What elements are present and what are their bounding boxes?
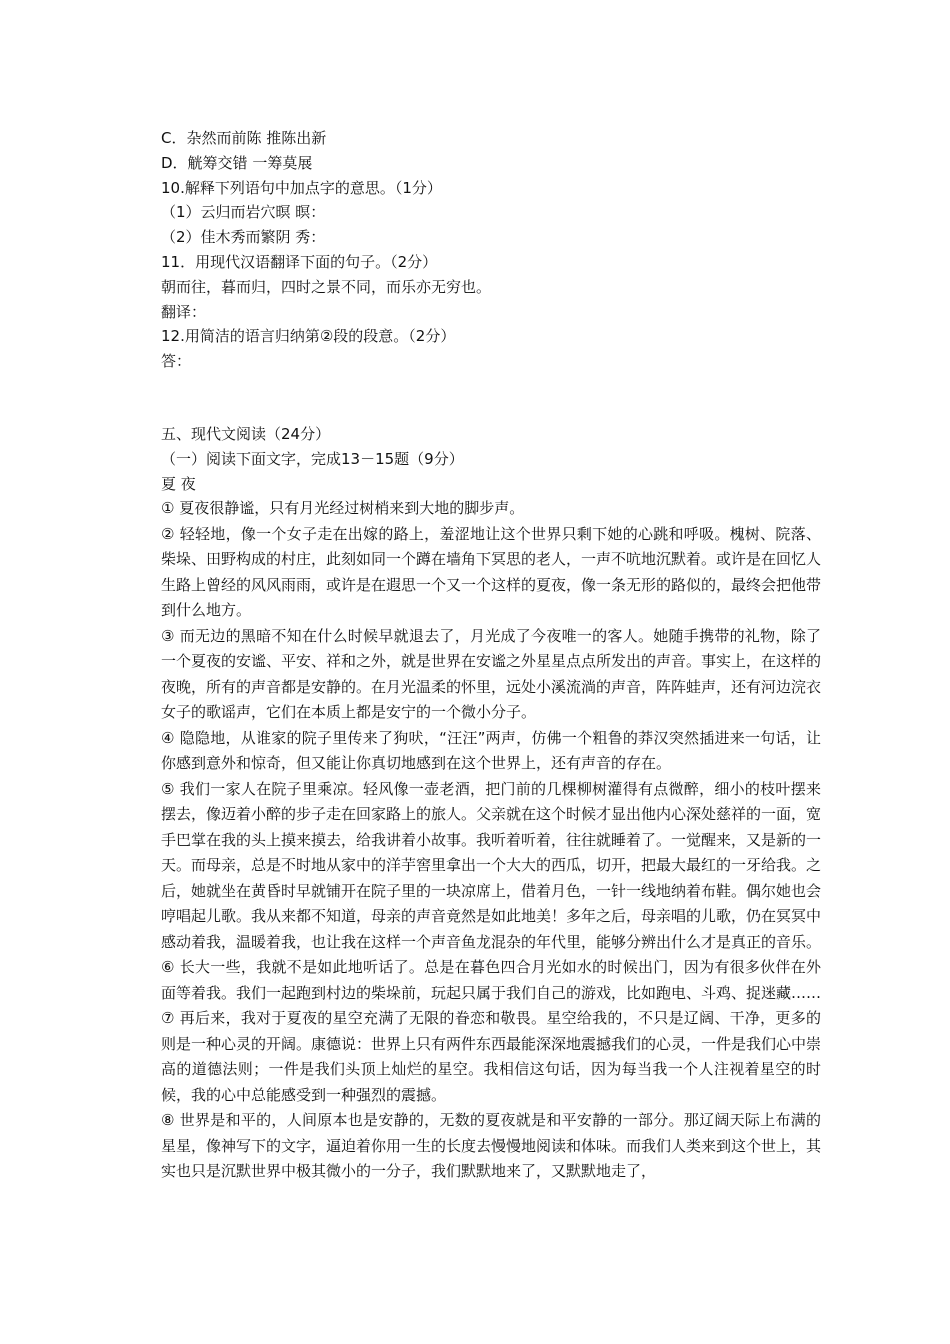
question-10-item-2: （2）佳木秀而繁阴 秀： (161, 228, 326, 247)
essay-title: 夏 夜 (161, 474, 196, 493)
option-c: C．杂然而前陈 推陈出新 (161, 129, 327, 147)
document-body (161, 126, 821, 1185)
essay-paragraph-2: ② 轻轻地，像一个女子走在出嫁的路上，羞涩地让这个世界只剩下她的心跳和呼吸。槐树、院落、柴垛、田野构成的村庄，此刻如同一个蹲在墙角下冥思的老人，一声不吭地沉默着。或许是在回忆人生路上曾经的风风雨雨，或许是在遐思一个又一个这样的夏夜，像一条无形的路似的，最终会把他带到什么地方。 (161, 524, 822, 620)
essay-paragraph-7: ⑦ 再后来，我对于夏夜的星空充满了无限的眷恋和敬畏。星空给我的，不只是辽阔、干净，更多的则是一种心灵的开阔。康德说：世界上只有两件东西最能深深地震撼我们的心灵，一件是我们心中崇高的道德法则；一件是我们头顶上灿烂的星空。我相信这句话，因为每当我一个人注视着星空的时候，我的心中总能感受到一种强烈的震撼。 (161, 1009, 822, 1104)
essay-paragraph-6: ⑥ 长大一些，我就不是如此地听话了。总是在暮色四合月光如水的时候出门，因为有很多伙伴在外面等着我。我们一起跑到村边的柴垛前，玩起只属于我们自己的游戏，比如跑电、斗鸡、捉迷藏…… (161, 958, 822, 1002)
essay-paragraph-4: ④ 隐隐地，从谁家的院子里传来了狗吠，“汪汪”两声，仿佛一个粗鲁的莽汉突然插进来一句话，让你感到意外和惊奇，但又能让你真切地感到在这个世界上，还有声音的存在。 (161, 728, 821, 773)
essay-paragraph-1: ① 夏夜很静谧，只有月光经过树梢来到大地的脚步声。 (161, 499, 525, 518)
essay-paragraph-5: ⑤ 我们一家人在院子里乘凉。轻风像一壶老酒，把门前的几棵柳树灌得有点微醉，细小的枝叶摆来摆去，像迈着小醉的步子走在回家路上的旅人。父亲就在这个时候才显出他内心深处慈祥的一面，宽手巴掌在我的头上摸来摸去，给我讲着小故事。我听着听着，往往就睡着了。一觉醒来，又是新的一天。而母亲，总是不时地从家中的洋芋窖里拿出一个大大的西瓜，切开，把最大最红的一牙给我。之后，她就坐在黄昏时早就铺开在院子里的一块凉席上，借着月色，一针一线地纳着布鞋。偶尔她也会哼唱起儿歌。我从来都不知道，母亲的声音竟然是如此地美！多年之后，母亲唱的儿歌，仍在冥冥中感动着我，温暖着我，也让我在这样一个声音鱼龙混杂的年代里，能够分辨出什么才是真正的音乐。 (161, 779, 822, 951)
question-12-answer: 答： (161, 352, 192, 371)
question-10: 10.解释下列语句中加点字的意思。（1分） (161, 178, 442, 197)
question-10-item-1: （1）云归而岩穴暝 暝： (161, 203, 326, 222)
section-5-subheading: （一）阅读下面文字，完成13－15题（9分） (161, 449, 464, 468)
question-11-answer: 翻译： (161, 302, 207, 321)
essay-paragraph-3: ③ 而无边的黑暗不知在什么时候早就退去了，月光成了今夜唯一的客人。她随手携带的礼物，除了一个夏夜的安谧、平安、祥和之外，就是世界在安谧之外星星点点所发出的声音。事实上，在这样的夜晚，所有的声音都是安静的。在月光温柔的怀里，远处小溪流淌的声音，阵阵蛙声，还有河边浣衣女子的歌谣声，它们在本质上都是安宁的一个微小分子。 (161, 626, 822, 722)
essay-paragraph-8: ⑧ 世界是和平的，人间原本也是安静的，无数的夏夜就是和平安静的一部分。那辽阔天际上布满的星星，像神写下的文字，逼迫着你用一生的长度去慢慢地阅读和体味。而我们人类来到这个世上，其实也只是沉默世界中极其微小的一分子，我们默默地来了，又默默地走了， (161, 1111, 822, 1181)
section-5-heading: 五、现代文阅读（24分） (161, 424, 331, 443)
question-12: 12.用简洁的语言归纳第②段的段意。（2分） (161, 327, 456, 346)
option-d: D．觥筹交错 一筹莫展 (161, 153, 313, 172)
question-11-sentence: 朝而往，暮而归，四时之景不同，而乐亦无穷也。 (161, 277, 492, 296)
question-11: 11．用现代汉语翻译下面的句子。（2分） (161, 252, 438, 271)
section-gap (161, 374, 821, 422)
